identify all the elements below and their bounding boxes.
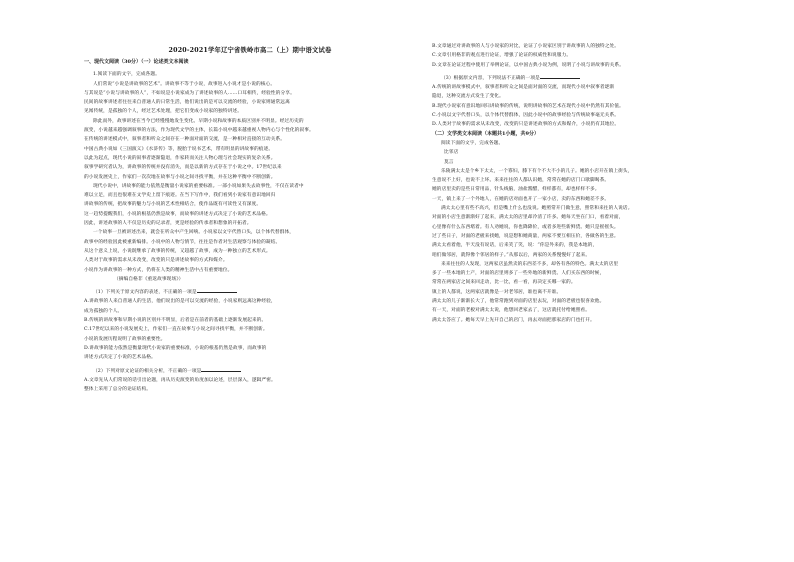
option-c: C.小说以文字代替口头，以个体代替群体，因此小说中的故事经验与传统故事毫无关系。 <box>432 113 620 119</box>
source-citation: （摘编自格非《重返故事现场》） <box>114 276 184 282</box>
story-line: 一天，镇上来了一个外地人，在她的店对面也开了一家小店，卖的东西和她差不多。 <box>432 196 610 202</box>
story-line: 有一天，对面的老板对满太太说，他想回老家去了，这店就托付给她照看。 <box>432 308 590 314</box>
story-line: 常常在两家店之间来回走动，比一比，看一看，再决定买哪一家的。 <box>432 280 576 286</box>
question-1 <box>84 287 410 297</box>
option-b: B.现代小说家有意识地回归讲故事的传统，说明讲故事的艺术在现代小说中仍然有其价值。 <box>432 103 624 109</box>
option-a: 隐退，这种交流方式发生了变化。 <box>432 94 504 100</box>
option-c: C.文章引用格非的观点进行论证，增强了论证的权威性和说服力。 <box>432 53 572 59</box>
section-heading: 一、现代文阅读（30分）（一）论述类文本阅读 <box>84 59 189 65</box>
answer-blank[interactable] <box>197 287 237 293</box>
story-line: 心里像有什么东西堵着。有人劝她说，你也降降价，或者多进些新鲜货。她只是摇摇头。 <box>432 224 619 230</box>
para4-line: 故事中的经验因此被重新编排。小说中的人物与情节，往往是作者对生活观察与体验的凝结。 <box>84 239 281 245</box>
question-3 <box>432 73 764 83</box>
para2-line: 叙事学研究者认为，讲故事的传统并没有消失，而是以新的方式存在于小说之中。17世纪以来 <box>84 165 282 171</box>
reading-intro: 1.阅读下面的文字，完成各题。 <box>93 72 160 78</box>
story-line: 对面的小店生意渐渐好了起来，满太太的店里却冷清了许多。她每天坐在门口，看着对面， <box>432 215 624 221</box>
para3-line: 难以立足，而且也很难在文学史上留下痕迹。在当下写作中，我们看到小说家有意识地回归 <box>84 193 276 199</box>
question-1-stem: （1）下列关于原文内容的表述，不正确的一项是 <box>93 290 197 296</box>
story-line: 来来往往的人发现，这两家店虽然卖的东西差不多，却各有各的特色。满太太的店里 <box>441 261 619 267</box>
para4-line: 人类对于故事的需求从未改变，改变的只是讲述故事的方式和媒介。 <box>84 258 228 264</box>
para1-line: 与其说是“小说与讲故事的人”，不如说是小说家成为了讲述故事的人……口耳相传，经验性的分享。 <box>84 90 295 96</box>
option-b: B.文章通过对讲故事的人与小说家的对比，论证了小说家区别于讲故事的人的独特之处。 <box>432 44 620 49</box>
para1-line: 见闻传统，是孤独的个人，经过艺术处理，把它们变成小说家的独特讲述。 <box>84 109 242 115</box>
para2-line: 的小说发展史上，作家们一次次地在故事与小说之间寻找平衡，并在这种平衡中不断创新。 <box>84 174 276 180</box>
left-column <box>84 58 410 394</box>
para2-line: 中国古典小说如《三国演义》《水浒传》等，脱胎于说书艺术，带有明显的讲故事的痕迹。 <box>84 146 274 152</box>
para2-line: 在传统的讲述模式中，叙事者和听众之间存在一种面对面的交流，是一种相对直接的互动关系。 <box>84 137 286 143</box>
option-d: D.讲故事的能力依然是衡量现代小说家的重要标准，小说的根基仍然是故事，而故事的 <box>84 345 267 351</box>
para3-line: 因此，讲述故事的人不仅是历史的记录者，更是经验的传承者和想象的开拓者。 <box>84 221 252 227</box>
option-d: 讲述方式决定了小说的艺术品格。 <box>84 355 156 361</box>
story-line: 她的店里卖的是些日常用品，针头线脑，油盐酱醋，样样都有，却也样样不多。 <box>432 187 600 193</box>
para2-line: 除此而外，故事讲述在当今已经慢慢地发生变化。早期小说和故事的本质区别并不明显。经过历史的 <box>93 118 304 124</box>
question-2 <box>84 366 410 376</box>
story-author: 莫言 <box>444 159 454 165</box>
story-line: 满太太看着他，半天没有说话，后来笑了笑，说：“你是外来的，我是本地的， <box>432 243 598 249</box>
option-a: A.讲故事的人来自普通人的生活，他们说出的是可以交流的经验，小说家则远离这种经验， <box>84 299 276 305</box>
para4-line: 小说作为讲故事的一种方式，仍将在人类的精神生活中占有重要地位。 <box>84 267 233 273</box>
para2-line: 演变，小说越来越强调叙事的方法，作为现代文学的主体，长篇小说中越来越重视人物内心与个性化的叙事。 <box>84 128 314 134</box>
option-d: D.人类对于故事的需求从未改变，改变的只是讲述故事的方式和媒介，小说仍有其地位。 <box>432 122 620 128</box>
option-c: 小说的发展历程说明了故事的重要性。 <box>84 336 166 342</box>
story-title: 比邻店 <box>444 150 459 156</box>
story-line: 多了一些本地的土产，对面的店里则多了一些外地的新鲜货。人们买东西的时候， <box>432 271 605 277</box>
section-heading: （二）文学类文本阅读（本题共1小题，共9分） <box>432 130 539 137</box>
page-title: 2020-2021学年辽宁省铁岭市高二（上）期中语文试卷 <box>168 47 332 54</box>
question-2-stem: （2）下列对原文论证的相关分析，不正确的一项是 <box>93 368 202 374</box>
para4-line: 从这个意义上说，小说既继承了故事的传统，又超越了故事，成为一种独立的艺术形式。 <box>84 248 271 254</box>
story-line: 生意说不上好，也说不上坏。来来往往的人都认识她，常常在她的店门口歇脚喝茶。 <box>432 178 610 184</box>
question-3-stem: （3）根据原文内容，下列说法不正确的一项是 <box>441 75 540 81</box>
para4-line: 一个故事一旦被讲述出来，就会在听众中产生回响。小说家以文字代替口头，以个体代替群体， <box>93 230 295 236</box>
option-c: C.17世纪以来的小说发展史上，作家们一直在故事与小说之间寻找平衡，并不断创新。 <box>84 327 268 333</box>
story-line: 满太太的儿子渐渐长大了，他常常跑到对面的店里去玩，对面的老板也很喜欢他。 <box>432 299 605 305</box>
option-a: A.文章先从人们常说的话引出论题，再从历史演变的角度加以论述，层层深入，逻辑严密。 <box>84 377 276 383</box>
story-line: 乐陵满太太是个乡下太太，一个寡妇，膝下有个不大不小的儿子。她的小店开在镇上街头， <box>441 168 633 174</box>
para3-line: 这一趋势提醒我们，小说的根基仍然是故事，而故事的讲述方式决定了小说的艺术品格。 <box>84 211 271 217</box>
para1-line: 人们常说“小说是讲故事的艺术”。讲故事不等于小说，故事进入小说才是小说的核心。 <box>93 81 276 87</box>
option-a: 成为孤独的个人。 <box>84 308 123 314</box>
option-a: A.传统的讲故事模式中，叙事者和听众之间是面对面的交流，而现代小说中叙事者逐渐 <box>432 85 615 91</box>
para3-line: 现代小说中，讲故事的能力依然是衡量小说家的重要标准。一部小说如果失去故事性，不仅在读者中 <box>93 183 304 189</box>
para3-line: 讲故事的传统，把故事的魅力与小说的艺术性相结合，使作品既有可读性又有深度。 <box>84 202 262 208</box>
option-a: 整体上采用了总分的论证结构。 <box>84 387 152 393</box>
story-line: 咱们做邻居，就得像个邻居的样子。”从那以后，两家的关系慢慢好了起来。 <box>432 252 591 258</box>
story-line: 过了些日子，对面的老板来找她，说是想和她商量，两家不要互相压价，各做各的生意。 <box>432 233 619 239</box>
reading-intro: 阅读下面的文字，完成各题。 <box>441 140 504 146</box>
para1-line: 民间的故事讲述者往往来自普通人的日常生活，他们说出的是可以交流的经验，小说家则通常远离 <box>84 100 290 106</box>
answer-blank[interactable] <box>540 73 580 79</box>
story-line: 满太太心里有些不高兴，但是嘴上什么也没说。她照常开门做生意，照常和来往的人说话。 <box>441 206 633 212</box>
option-b: B.传统的讲故事和早期小说的区别并不明显，后者是在前者的基础上逐渐发展起来的。 <box>84 318 267 324</box>
story-line: 镇上的人都说，这两家店就像是一对老邻居，谁也离不开谁。 <box>432 289 562 295</box>
story-line: 满太太答应了。她每天早上先开自己的店门，再去对面把那家店的门也打开。 <box>432 317 595 323</box>
option-d: D.文章在论证过程中使用了举例论证，以中国古典小说为例，说明了小说与讲故事的关系。 <box>432 62 624 68</box>
right-column <box>432 42 764 325</box>
para2-line: 以此为起点，现代小说的叙事者逐渐隐退，作家转而关注人物心理与社会现实的复杂关系。 <box>84 155 276 161</box>
answer-blank[interactable] <box>201 366 241 372</box>
